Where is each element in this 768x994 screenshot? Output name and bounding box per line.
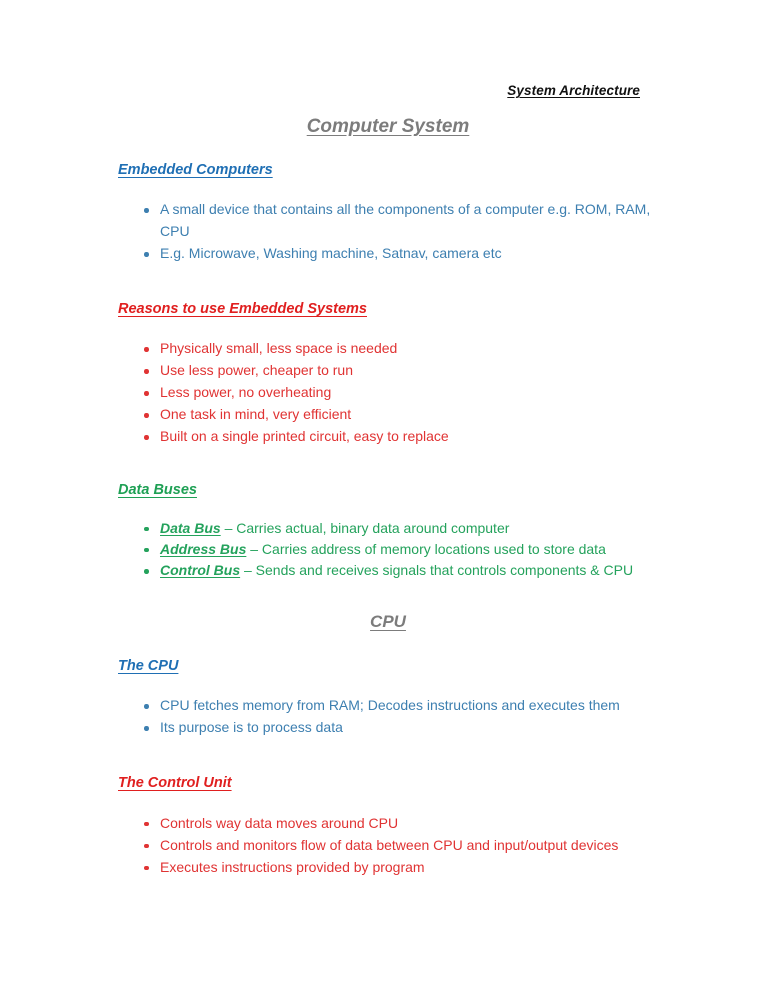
term-address-bus: Address Bus bbox=[160, 540, 247, 557]
spacer bbox=[118, 139, 658, 162]
heading-the-cpu: The CPU bbox=[118, 657, 179, 674]
section-title-cpu: CPU bbox=[370, 611, 406, 631]
list-data-buses bbox=[118, 518, 658, 582]
spacer bbox=[118, 318, 658, 338]
spacer bbox=[118, 500, 658, 518]
heading-data-buses: Data Buses bbox=[118, 482, 197, 499]
list-item: Less power, no overheating bbox=[118, 382, 658, 404]
spacer bbox=[118, 675, 658, 695]
list-item: Executes instructions provided by program bbox=[118, 857, 658, 879]
list-item: E.g. Microwave, Washing machine, Satnav, camera etc bbox=[118, 243, 658, 265]
heading-embedded-computers: Embedded Computers bbox=[118, 161, 273, 178]
section-title-computer-system: Computer System bbox=[306, 116, 470, 137]
list-item: Use less power, cheaper to run bbox=[118, 360, 658, 382]
list-item: A small device that contains all the components of a computer e.g. ROM, RAM, CPU bbox=[118, 199, 658, 243]
list-item: Controls and monitors flow of data between CPU and input/output devices bbox=[118, 835, 658, 857]
running-header: System Architecture bbox=[507, 83, 640, 98]
heading-the-control-unit: The Control Unit bbox=[118, 775, 232, 792]
list-reasons-embedded-systems bbox=[118, 338, 658, 448]
term-description: – Carries address of memory locations used to store data bbox=[246, 540, 606, 557]
list-the-control-unit bbox=[118, 813, 658, 879]
term-description: – Carries actual, binary data around computer bbox=[220, 519, 510, 536]
spacer bbox=[118, 179, 658, 199]
term-data-bus: Data Bus bbox=[160, 519, 221, 536]
spacer bbox=[118, 793, 658, 813]
list-item: CPU fetches memory from RAM; Decodes instructions and executes them bbox=[118, 695, 658, 717]
spacer bbox=[118, 448, 658, 482]
list-item bbox=[118, 539, 658, 560]
list-item bbox=[118, 560, 658, 581]
spacer bbox=[118, 632, 658, 658]
list-item: Its purpose is to process data bbox=[118, 717, 658, 739]
list-item: One task in mind, very efficient bbox=[118, 404, 658, 426]
list-the-cpu bbox=[118, 695, 658, 739]
list-item: Physically small, less space is needed bbox=[118, 338, 658, 360]
spacer bbox=[118, 739, 658, 775]
list-item: Built on a single printed circuit, easy to replace bbox=[118, 426, 658, 448]
list-item: Controls way data moves around CPU bbox=[118, 813, 658, 835]
list-item bbox=[118, 518, 658, 539]
list-embedded-computers bbox=[118, 199, 658, 265]
document-content bbox=[118, 116, 658, 879]
heading-reasons-embedded-systems: Reasons to use Embedded Systems bbox=[118, 301, 367, 318]
term-description: – Sends and receives signals that controls components & CPU bbox=[240, 562, 634, 579]
spacer bbox=[118, 265, 658, 301]
term-control-bus: Control Bus bbox=[160, 562, 241, 579]
spacer bbox=[118, 582, 658, 612]
